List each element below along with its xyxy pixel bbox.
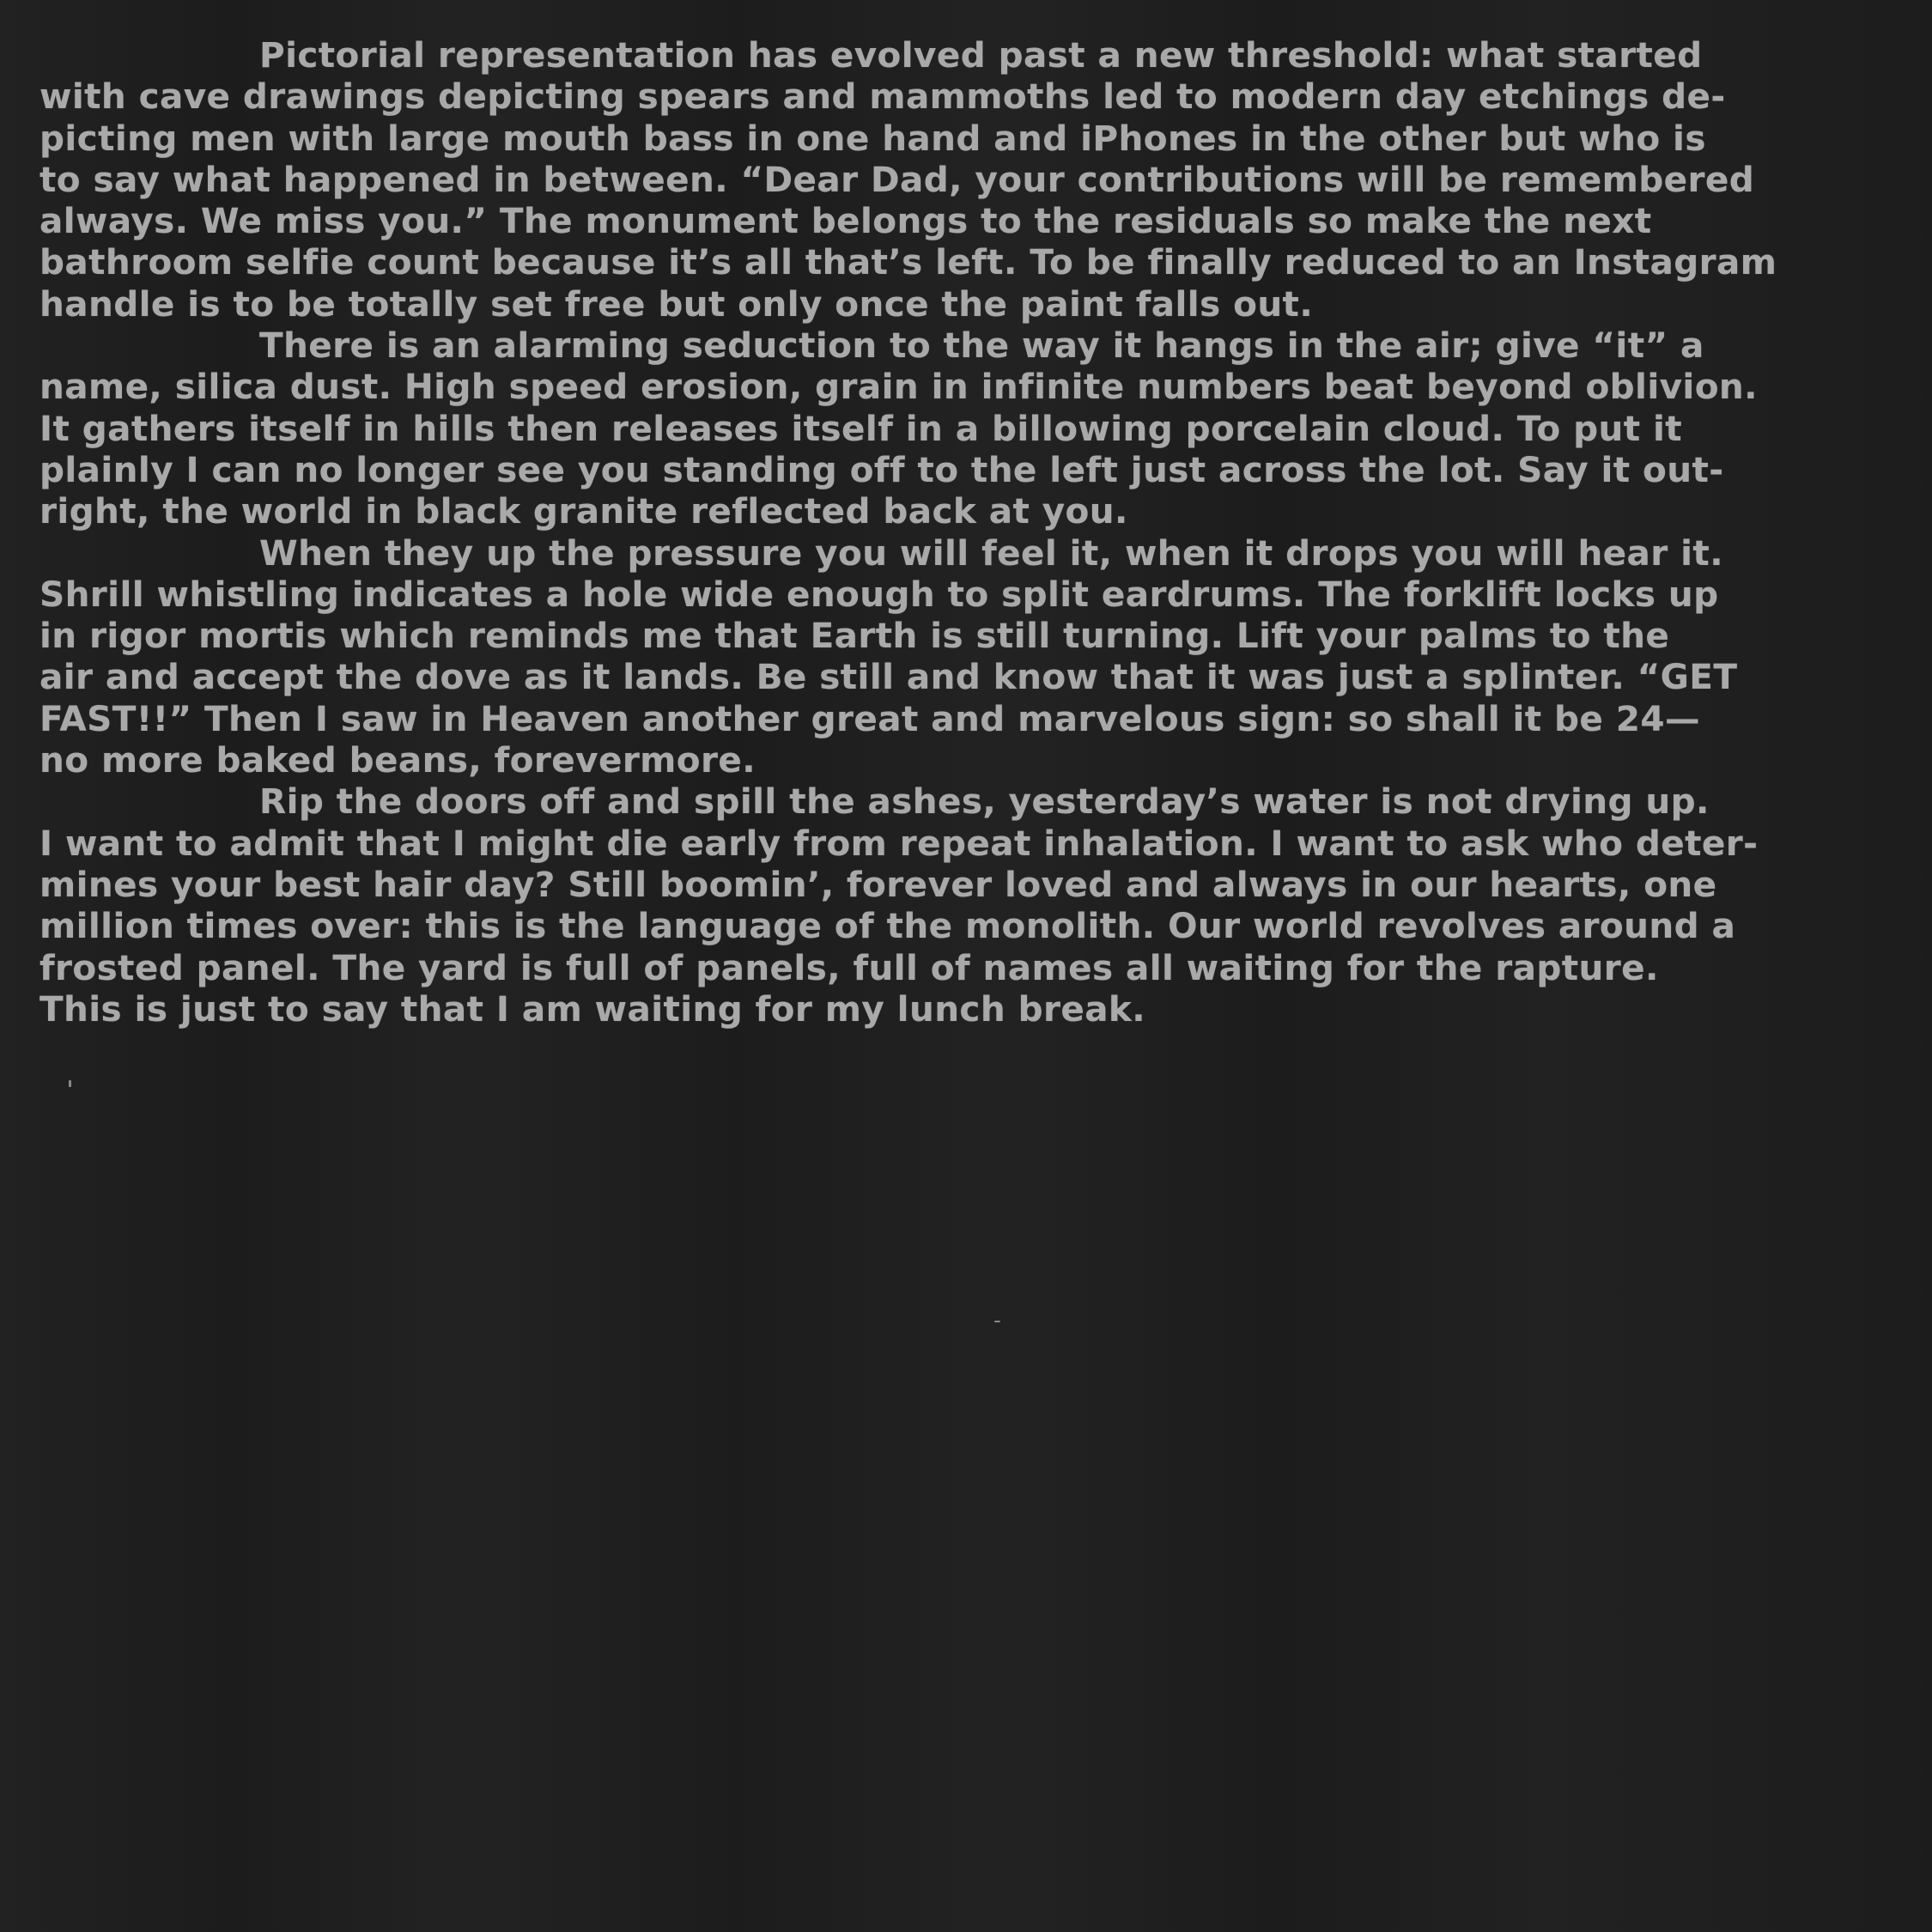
paragraph-line: million times over: this is the language of the monolith. Our world revolves around a [39, 905, 1736, 947]
paragraph-line: air and accept the dove as it lands. Be still and know that it was just a splinter. “GET [39, 656, 1738, 698]
paragraph-line: name, silica dust. High speed erosion, grain in infinite numbers beat beyond oblivion. [39, 366, 1758, 408]
paragraph-line: mines your best hair day? Still boomin’, forever loved and always in our hearts, one [39, 863, 1717, 905]
paragraph-line: Rip the doors off and spill the ashes, yesterday’s water is not drying up. [259, 781, 1710, 823]
paragraph-line: This is just to say that I am waiting for my lunch break. [39, 987, 1146, 1030]
paragraph-line: It gathers itself in hills then releases itself in a billowing porcelain cloud. To put it [39, 407, 1683, 449]
paragraph-line: I want to admit that I might die early from repeat inhalation. I want to ask who deter- [39, 822, 1759, 864]
paragraph-line: FAST!!” Then I saw in Heaven another great and marvelous sign: so shall it be 24— [39, 697, 1700, 739]
paragraph-line: with cave drawings depicting spears and mammoths led to modern day etchings de- [39, 76, 1726, 118]
paragraph-line: right, the world in black granite reflected back at you. [39, 490, 1128, 532]
paragraph-line: handle is to be totally set free but only once the paint falls out. [39, 283, 1314, 325]
paragraph-line: When they up the pressure you will feel it, when it drops you will hear it. [259, 532, 1723, 574]
paragraph-line: Shrill whistling indicates a hole wide enough to split eardrums. The forklift locks up [39, 573, 1719, 615]
paragraph-line: always. We miss you.” The monument belongs to the residuals so make the next [39, 200, 1652, 242]
paragraph-line: no more baked beans, forevermore. [39, 739, 756, 781]
prose-text-block [39, 34, 1903, 1030]
paragraph-line: Pictorial representation has evolved past a new threshold: what started [259, 34, 1703, 76]
paragraph-line: plainly I can no longer see you standing off to the left just across the lot. Say it out- [39, 448, 1724, 490]
paragraph-line: in rigor mortis which reminds me that Earth is still turning. Lift your palms to the [39, 615, 1670, 657]
paragraph-3 [39, 532, 1903, 781]
dust-speck [994, 1321, 1000, 1322]
paragraph-line: bathroom selfie count because it’s all that’s left. To be finally reduced to an Instagram [39, 241, 1777, 283]
paragraph-1 [39, 34, 1903, 325]
paragraph-line: picting men with large mouth bass in one hand and iPhones in the other but who is [39, 117, 1706, 159]
paragraph-4 [39, 781, 1903, 1030]
paragraph-2 [39, 325, 1903, 532]
paragraph-line: frosted panel. The yard is full of panels, full of names all waiting for the rapture. [39, 946, 1659, 988]
paragraph-line: There is an alarming seduction to the way it hangs in the air; give “it” a [259, 325, 1704, 367]
paragraph-line: to say what happened in between. “Dear Dad, your contributions will be remembered [39, 158, 1755, 200]
dust-speck [69, 1080, 71, 1087]
